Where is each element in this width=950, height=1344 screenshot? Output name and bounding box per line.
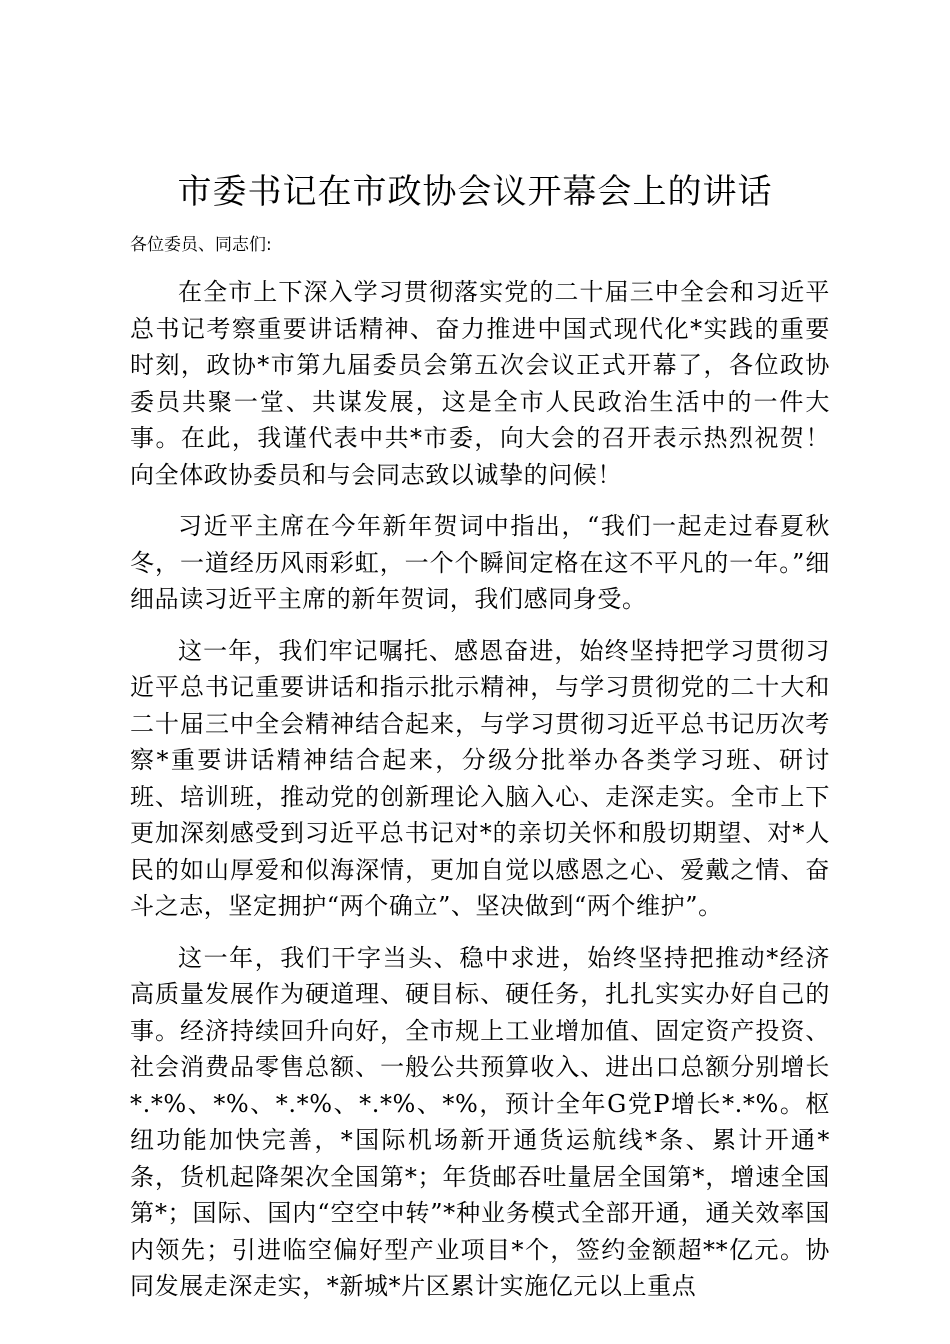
paragraph: 在全市上下深入学习贯彻落实党的二十届三中全会和习近平总书记考察重要讲话精神、奋力推进中国式现代化*实践的重要时刻，政协*市第九届委员会第五次会议正式开幕了，各位政协委员共聚一堂、共谋发展，这是全市人民政治生活中的一件大事。在此，我谨代表中共*市委，向大会的召开表示热烈祝贺！向全体政协委员和与会同志致以诚挚的问候！ <box>130 278 830 489</box>
paragraph: 这一年，我们牢记嘱托、感恩奋进，始终坚持把学习贯彻习近平总书记重要讲话和指示批示精神，与学习贯彻党的二十大和二十届三中全会精神结合起来，与学习贯彻习近平总书记历次考察*重要讲话精神结合起来，分级分批举办各类学习班、研讨班、培训班，推动党的创新理论入脑入心、走深走实。全市上下更加深刻感受到习近平总书记对*的亲切关怀和殷切期望、对*人民的如山厚爱和似海深情，更加自觉以感恩之心、爱戴之情、奋斗之志，坚定拥护“两个确立”、坚决做到“两个维护”。 <box>130 636 830 920</box>
salutation: 各位委员、同志们: <box>130 235 272 255</box>
paragraph: 这一年，我们干字当头、稳中求进，始终坚持把推动*经济高质量发展作为硬道理、硬目标、硬任务，扎扎实实办好自己的事。经济持续回升向好，全市规上工业增加值、固定资产投资、社会消费品零售总额、一般公共预算收入、进出口总额分别增长*.*%、*%、*.*%、*.*%、*%，预计全年G党P增长*.*%。枢纽功能加快完善，*国际机场新开通货运航线*条、累计开通*条，货机起降架次全国第*；年货邮吞吐量居全国第*，增速全国第*；国际、国内“空空中转”*种业务模式全部开通，通关效率国内领先；引进临空偏好型产业项目*个，签约金额超**亿元。协同发展走深走实，*新城*片区累计实施亿元以上重点 <box>130 943 830 1300</box>
document-title: 市委书记在市政协会议开幕会上的讲话 <box>177 172 773 212</box>
paragraph: 习近平主席在今年新年贺词中指出，“我们一起走过春夏秋冬，一道经历风雨彩虹，一个个瞬间定格在这不平凡的一年。”细细品读习近平主席的新年贺词，我们感同身受。 <box>130 512 830 613</box>
document-body <box>130 274 830 1320</box>
